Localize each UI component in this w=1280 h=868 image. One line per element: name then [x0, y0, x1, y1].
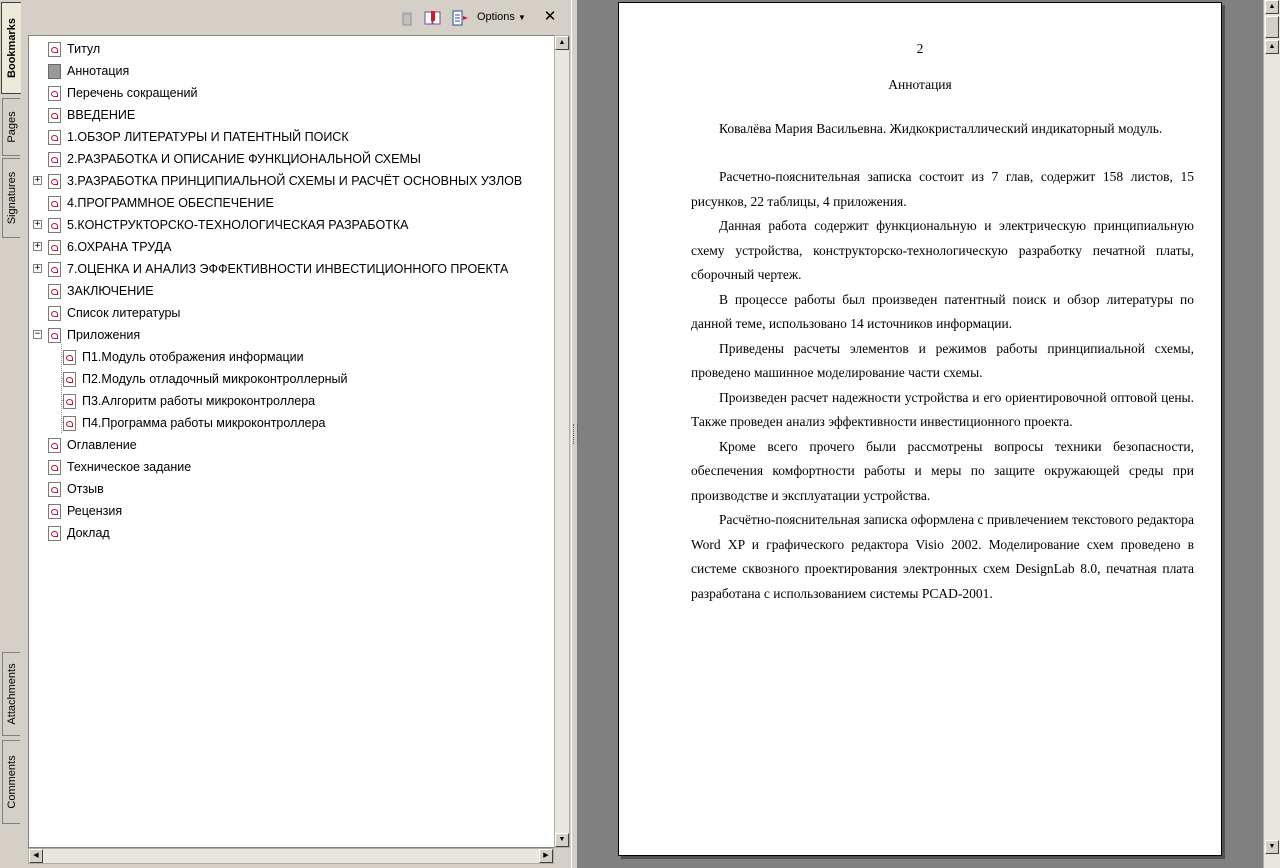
bookmarks-horizontal-scrollbar[interactable] — [28, 848, 554, 864]
bookmark-item[interactable] — [48, 83, 197, 103]
tab-comments[interactable]: Comments — [2, 740, 20, 824]
bookmark-label: П4.Программа работы микроконтроллера — [82, 416, 326, 430]
paragraph: Данная работа содержит функциональную и электрическую принципиальную схему устройства, конструкторско-технологическую разработку печатной платы, сборочный чертеж. — [691, 218, 1194, 282]
bookmark-item[interactable] — [48, 237, 171, 257]
scroll-down-icon[interactable]: ▼ — [555, 833, 569, 847]
expand-icon[interactable]: + — [34, 175, 41, 185]
bookmark-label: Аннотация — [67, 64, 130, 78]
bookmark-label: Оглавление — [67, 438, 137, 452]
document-page — [618, 2, 1222, 856]
tab-signatures[interactable]: Signatures — [2, 158, 20, 238]
bookmark-label: 5.КОНСТРУКТОРСКО-ТЕХНОЛОГИЧЕСКАЯ РАЗРАБОТКА — [67, 218, 409, 232]
annotation-text — [691, 165, 1194, 606]
bookmark-label: 4.ПРОГРАММНОЕ ОБЕСПЕЧЕНИЕ — [67, 196, 274, 210]
bookmarks-panel — [22, 0, 571, 868]
scroll-right-icon[interactable]: ▶ — [539, 849, 553, 863]
bookmark-label: Техническое задание — [67, 460, 192, 474]
pdf-bookmark-icon — [63, 350, 76, 365]
pdf-bookmark-icon — [48, 218, 61, 233]
pdf-bookmark-icon — [63, 394, 76, 409]
bookmark-item[interactable] — [48, 61, 129, 81]
tab-bookmarks[interactable]: Bookmarks — [1, 2, 21, 94]
bookmark-label: Перечень сокращений — [67, 86, 198, 100]
pdf-bookmark-icon — [48, 130, 61, 145]
expand-icon[interactable]: + — [34, 241, 41, 251]
pdf-bookmark-icon — [48, 460, 61, 475]
bookmark-item[interactable] — [48, 281, 154, 301]
bookmark-item[interactable] — [63, 347, 304, 367]
author-line: Ковалёва Мария Васильевна. Жидкокристаллический индикаторный модуль. — [719, 121, 1163, 136]
bookmark-item[interactable] — [63, 391, 315, 411]
bookmarks-vertical-scrollbar[interactable] — [554, 35, 570, 848]
pdf-bookmark-icon — [48, 108, 61, 123]
pdf-bookmark-icon — [48, 174, 61, 189]
bookmark-label: ВВЕДЕНИЕ — [67, 108, 136, 122]
close-panel-button[interactable]: ✕ — [543, 8, 557, 25]
paragraph: Произведен расчет надежности устройства и его ориентировочной оптовой цены. Также проведен анализ эффективности инвестиционного проекта. — [691, 389, 1194, 429]
expand-icon[interactable]: + — [34, 219, 41, 229]
bookmark-item[interactable] — [48, 149, 421, 169]
bookmark-label: 1.ОБЗОР ЛИТЕРАТУРЫ И ПАТЕНТНЫЙ ПОИСК — [67, 130, 349, 144]
paragraph: Приведены расчеты элементов и режимов работы принципиальной схемы, проведено машинное моделирование части схемы. — [691, 340, 1194, 380]
paragraph: Расчетно-пояснительная записка состоит из 7 глав, содержит 158 листов, 15 рисунков, 22 таблицы, 4 приложения. — [691, 169, 1194, 209]
bookmark-item[interactable] — [63, 369, 348, 389]
pdf-bookmark-icon — [48, 504, 61, 519]
tree-connector-line — [61, 344, 62, 433]
pdf-bookmark-icon — [48, 42, 61, 57]
expand-icon[interactable]: + — [34, 263, 41, 273]
scroll-up-icon[interactable]: ▲ — [1265, 0, 1279, 14]
bookmark-item[interactable] — [48, 523, 110, 543]
document-view — [578, 0, 1263, 868]
delete-bookmark-icon[interactable] — [400, 10, 416, 26]
bookmark-label: П3.Алгоритм работы микроконтроллера — [82, 394, 316, 408]
navigation-tab-strip — [0, 0, 23, 868]
scroll-left-icon[interactable]: ◀ — [29, 849, 43, 863]
pdf-bookmark-icon — [63, 372, 76, 387]
bookmark-label: ЗАКЛЮЧЕНИЕ — [67, 284, 154, 298]
paragraph: Кроме всего прочего были рассмотрены вопросы техники безопасности, обеспечения комфортности работы и меры по защите окружающей среды при производстве и эксплуатации устройства. — [691, 438, 1194, 503]
scroll-up-icon[interactable]: ▲ — [555, 36, 569, 50]
bookmark-label: Отзыв — [67, 482, 104, 496]
pdf-bookmark-icon — [48, 284, 61, 299]
scroll-thumb[interactable] — [1265, 16, 1279, 38]
collapse-icon[interactable]: − — [34, 329, 41, 339]
bookmark-item[interactable] — [48, 127, 349, 147]
new-bookmark-icon[interactable] — [424, 10, 442, 26]
bookmark-item[interactable] — [48, 325, 140, 345]
bookmark-label: Доклад — [67, 526, 110, 540]
pdf-bookmark-icon — [48, 152, 61, 167]
bookmarks-tree — [28, 35, 554, 848]
bookmark-label: Список литературы — [67, 306, 181, 320]
pdf-bookmark-icon — [48, 438, 61, 453]
bookmark-label: 3.РАЗРАБОТКА ПРИНЦИПИАЛЬНОЙ СХЕМЫ И РАСЧЁТ ОСНОВНЫХ УЗЛОВ — [67, 174, 523, 188]
bookmark-item[interactable] — [48, 193, 274, 213]
paragraph: В процессе работы был произведен патентный поиск и обзор литературы по данной теме, использовано 14 источников информации. — [691, 291, 1194, 331]
bookmark-label: 6.ОХРАНА ТРУДА — [67, 240, 172, 254]
tab-pages[interactable]: Pages — [2, 98, 20, 156]
pdf-bookmark-icon — [48, 482, 61, 497]
bookmark-item[interactable] — [48, 435, 137, 455]
bookmark-item[interactable] — [48, 501, 122, 521]
expand-bookmark-icon[interactable] — [452, 10, 470, 26]
bookmark-item[interactable] — [63, 413, 326, 433]
bookmark-item[interactable] — [48, 39, 100, 59]
chevron-down-icon: ▼ — [517, 13, 526, 22]
scroll-down-icon[interactable]: ▼ — [1265, 840, 1279, 854]
page-number: 2 — [916, 41, 924, 56]
bookmark-item[interactable] — [48, 259, 508, 279]
bookmark-item[interactable] — [48, 303, 180, 323]
pdf-bookmark-icon — [48, 328, 61, 343]
pdf-bookmark-icon — [48, 240, 61, 255]
panel-splitter[interactable] — [571, 0, 578, 868]
pdf-bookmark-icon — [63, 416, 76, 431]
page-title: Аннотация — [888, 77, 952, 92]
pdf-bookmark-icon — [48, 306, 61, 321]
pdf-bookmark-icon — [48, 262, 61, 277]
paragraph: Расчётно-пояснительная записка оформлена с привлечением текстового редактора Word XP и графического редактора Visio 2002. Моделирование схем проведено в системе сквозного проектирования электронных схем DesignLab 8.0, печатная плата разработана с использованием системы PCAD-2001. — [691, 512, 1194, 601]
bookmark-label: 7.ОЦЕНКА И АНАЛИЗ ЭФФЕКТИВНОСТИ ИНВЕСТИЦИОННОГО ПРОЕКТА — [67, 262, 509, 276]
document-vertical-scrollbar[interactable] — [1263, 0, 1280, 868]
bookmark-item[interactable] — [48, 215, 408, 235]
pdf-bookmark-icon — [48, 526, 61, 541]
bookmark-label: 2.РАЗРАБОТКА И ОПИСАНИЕ ФУНКЦИОНАЛЬНОЙ СХЕМЫ — [67, 152, 421, 166]
bookmark-label: Приложения — [67, 328, 141, 342]
bookmark-item[interactable] — [48, 457, 191, 477]
pdf-bookmark-icon — [48, 196, 61, 211]
tab-attachments[interactable]: Attachments — [2, 652, 20, 736]
options-menu-button[interactable]: Options ▼ — [477, 11, 526, 23]
bookmark-label: Титул — [67, 42, 101, 56]
bookmark-item[interactable] — [48, 479, 104, 499]
bookmark-label: П1.Модуль отображения информации — [82, 350, 304, 364]
bookmark-item[interactable] — [48, 171, 522, 191]
bookmarks-toolbar — [22, 0, 571, 34]
bookmark-item[interactable] — [48, 105, 135, 125]
page-up-icon[interactable]: ▲ — [1265, 40, 1279, 54]
pdf-bookmark-icon — [48, 86, 61, 101]
bookmark-page-icon — [48, 64, 61, 79]
bookmark-label: Рецензия — [67, 504, 123, 518]
bookmark-label: П2.Модуль отладочный микроконтроллерный — [82, 372, 348, 386]
